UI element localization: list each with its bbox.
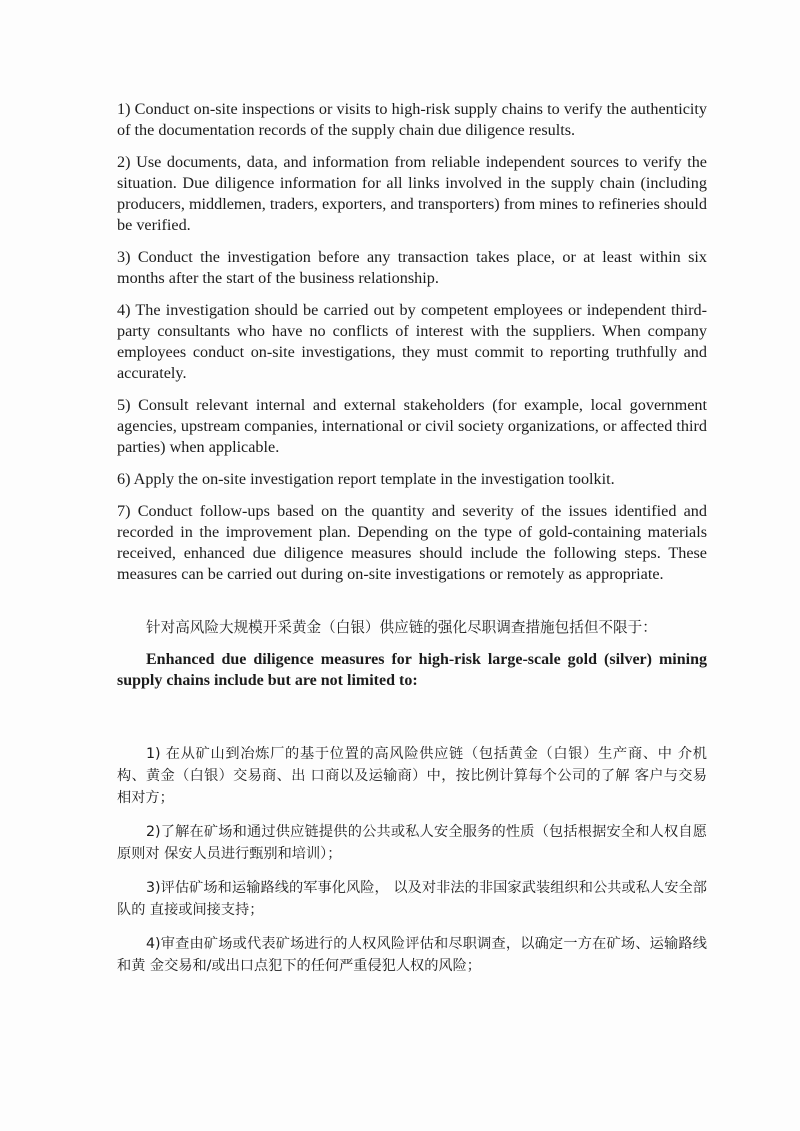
english-list-item-5: 5) Consult relevant internal and external stakeholders (for example, local government agencies, upstream companies, international or civil society organizations, or affected third parties) when applicable. (117, 396, 707, 456)
chinese-list-item-4: 4)审查由矿场或代表矿场进行的人权风险评估和尽职调查，以确定一方在矿场、运输路线和黄 金交易和/或出口点犯下的任何严重侵犯人权的风险； (117, 936, 707, 974)
chinese-measures-list (117, 743, 707, 977)
document-body (117, 99, 707, 989)
chinese-list-item-1: 1) 在从矿山到冶炼厂的基于位置的高风险供应链（包括黄金（白银）生产商、中 介机构、黄金（白银）交易商、出 口商以及运输商）中，按比例计算每个公司的了解 客户与交易相对方； (117, 746, 707, 806)
english-list-item-4: 4) The investigation should be carried out by competent employees or independent third-party consultants who have no conflicts of interest with the suppliers. When company employees conduct on-site investigations, they must commit to reporting truthfully and accurately. (117, 301, 707, 382)
section-heading-chinese: 针对高风险大规模开采黄金（白银）供应链的强化尽职调查措施包括但不限于： (146, 619, 657, 636)
section-heading-english: Enhanced due diligence measures for high-risk large-scale gold (silver) mining supply chains include but are not limited to: (117, 651, 707, 689)
chinese-list-item-2: 2)了解在矿场和通过供应链提供的公共或私人安全服务的性质（包括根据安全和人权自愿原则对 保安人员进行甄别和培训）； (117, 824, 707, 862)
english-list-item-3: 3) Conduct the investigation before any transaction takes place, or at least within six months after the start of the business relationship. (117, 248, 707, 287)
english-list-item-7: 7) Conduct follow-ups based on the quantity and severity of the issues identified and recorded in the improvement plan. Depending on the type of gold-containing materials received, enhanced due diligence measures should include the following steps. These measures can be carried out during on-site investigations or remotely as appropriate. (117, 502, 707, 583)
english-list-item-1: 1) Conduct on-site inspections or visits to high-risk supply chains to verify the authenticity of the documentation records of the supply chain due diligence results. (117, 100, 707, 139)
enhanced-measures-section (117, 617, 707, 977)
english-list-item-6: 6) Apply the on-site investigation report template in the investigation toolkit. (117, 470, 615, 488)
english-list-item-2: 2) Use documents, data, and information from reliable independent sources to verify the situation. Due diligence information for all links involved in the supply chain (including producers, middlemen, traders, exporters, and transporters) from mines to refineries should be verified. (117, 153, 707, 234)
chinese-list-item-3: 3)评估矿场和运输路线的军事化风险， 以及对非法的非国家武装组织和公共或私人安全部队的 直接或间接支持； (117, 880, 707, 918)
